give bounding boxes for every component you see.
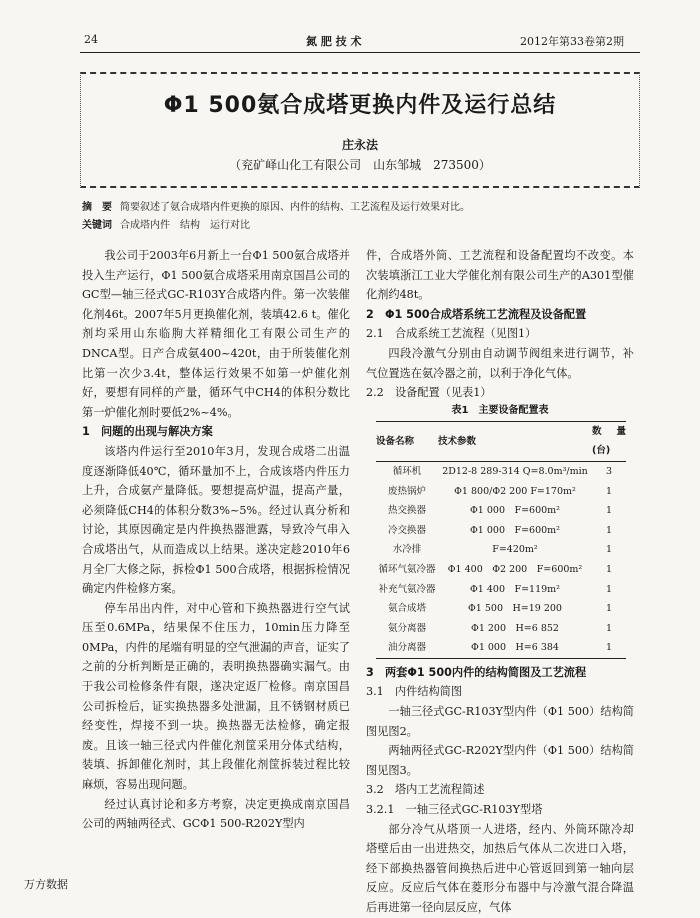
table-header-params: 技术参数	[438, 421, 592, 461]
equipment-params-cell: 2D12-8 289-314 Q=8.0m³/min	[442, 465, 588, 477]
subsection-heading: 2.1 合成系统工艺流程（见图1）	[366, 327, 537, 341]
table-row	[376, 482, 626, 502]
equipment-count-cell: 1	[605, 485, 613, 497]
table-row	[376, 619, 626, 639]
paragraph: 我公司于2003年6月新上一台Φ1 500氨合成塔并投入生产运行，Φ1 500氨合成塔采用南京国昌公司的GC型—轴三径式GC-R103Y合成塔内件。第一次装催化剂46t。2007年5月更换催化剂，装填42.6 t。催化剂均采用山东临朐大祥精细化工有限公司生产的DNCA型。日产合成氨400~420t，由于所装催化剂比第一次少3.4t，整体运行效果不如第一炉催化剂好，要想有同样的产量，循环气中CH4的体积分数比第一炉催化剂时要低2%~4%。	[82, 249, 350, 419]
equipment-name-cell: 补充气氨冷器	[378, 583, 436, 595]
table-header-name: 设备名称	[376, 421, 438, 461]
issue-info: 2012年第33卷第2期	[520, 35, 624, 48]
footer-source: 万方数据	[24, 878, 68, 891]
section-heading: 1 问题的出现与解决方案	[82, 425, 213, 439]
equipment-count-cell: 1	[592, 638, 626, 658]
equipment-count-cell: 3	[605, 465, 613, 477]
paragraph: 停车吊出内件，对中心管和下换热器进行空气试压至0.6MPa，结果保不住压力，10min压力降至0MPa，内件的尾端有明显的空气泄漏的声音，证实了之前的分析判断是正确的，表明换热器确实漏气。由于我公司检修条件有限，遂决定返厂检修。南京国昌公司拆检后，证实换热器多处泄漏，且不锈钢材质已经变性，焊接不到一块。换热器无法检修，确定报废。且该一轴三径式内件催化剂筐采用分体式结构，装填、拆卸催化剂时，其上段催化剂筐拆装过程比较麻烦，容易出现问题。	[82, 601, 350, 792]
table-row	[376, 540, 626, 560]
table-caption: 表1 主要设备配置表	[451, 404, 549, 416]
page-number: 24	[84, 33, 98, 46]
subsection-heading: 3.1 内件结构简图	[366, 685, 463, 699]
equipment-params-cell: Φ1 000 F=600m²	[470, 505, 560, 517]
author: 庄永法	[341, 138, 378, 152]
paragraph: 件，合成塔外筒、工艺流程和设备配置均不改变。本次装填浙江工业大学催化剂有限公司生产的A301型催化剂约48t。	[366, 249, 634, 302]
equipment-params-cell: Φ1 200 H=6 852	[471, 622, 559, 634]
paragraph: 部分冷气从塔顶一人进塔，经内、外筒环隙冷却塔壁后由一出进热交，加热后气体从二次进口入塔，经下部换热器管间换热后进中心管返回到第一轴向层反应。反应后气体在菱形分布器中与冷激气混合降温后再进第一径向层反应，气体	[366, 822, 634, 914]
keywords	[82, 216, 642, 231]
section-heading: 3 两套Φ1 500内件的结构简图及工艺流程	[366, 665, 587, 679]
equipment-name-cell: 冷交换器	[387, 524, 426, 536]
equipment-count-cell: 1	[605, 524, 613, 536]
paper-title: Φ1 500氨合成塔更换内件及运行总结	[163, 93, 557, 118]
paragraph: 一轴三径式GC-R103Y型内件（Φ1 500）结构简图见图2。	[366, 705, 634, 738]
equipment-params-cell: Φ1 800/Φ2 200 F=170m²	[454, 485, 576, 497]
table-row	[376, 580, 626, 600]
table-row	[376, 638, 626, 658]
equipment-name-cell: 氨分离器	[387, 622, 426, 634]
table-header-count: 数量(台)	[592, 421, 626, 461]
equipment-name-cell: 水冷排	[392, 544, 422, 556]
table-row	[376, 501, 626, 521]
keywords-label: 关键词	[82, 220, 112, 231]
equipment-params-cell: Φ1 000 H=6 384	[438, 638, 592, 658]
paragraph: 该塔内件运行至2010年3月，发现合成塔二出温度逐渐降低40℃，循环量加不上，合成该塔内件压力上升，合成氨产量降低。要想提高炉温，提高产量，必须降低CH4的体积分数3%~5%。经过认真分析和讨论，其原因确定是内件换热器泄露，导致冷气串入合成塔出气，从而造成以上结果。遂决定趁2010年6月全厂大修之际，拆检Φ1 500合成塔，根据拆检情况确定内件检修方案。	[82, 444, 350, 596]
equipment-name-cell: 热交换器	[387, 505, 426, 517]
left-column	[82, 246, 350, 834]
equipment-count-cell: 1	[605, 583, 613, 595]
equipment-count-cell: 1	[605, 622, 613, 634]
paragraph: 四段冷激气分别由自动调节阀组来进行调节，补气位置选在氨冷器之前，以利于净化气体。	[366, 346, 634, 380]
equipment-params-cell: Φ1 500 H=19 200	[468, 603, 562, 615]
equipment-table	[376, 421, 626, 659]
equipment-name-cell: 油分离器	[376, 638, 438, 658]
equipment-count-cell: 1	[605, 603, 613, 615]
equipment-params-cell: Φ1 000 F=600m²	[470, 524, 560, 536]
equipment-params-cell: F=420m²	[492, 544, 538, 556]
table-row	[376, 599, 626, 619]
equipment-name-cell: 循环机	[392, 465, 422, 477]
table-row	[376, 521, 626, 541]
equipment-params-cell: Φ1 400 Φ2 200 F=600m²	[447, 563, 583, 575]
table-row	[376, 560, 626, 580]
keywords-text: 合成塔内件 结构 运行对比	[120, 220, 250, 231]
section-heading: 2 Φ1 500合成塔系统工艺流程及设备配置	[366, 307, 587, 321]
equipment-params-cell: Φ1 400 F=119m²	[470, 583, 560, 595]
paragraph: 两轴两径式GC-R202Y型内件（Φ1 500）结构简图见图3。	[366, 744, 634, 777]
journal-name: 氮 肥 技 术	[306, 35, 362, 48]
equipment-name-cell: 废热锅炉	[387, 485, 426, 497]
right-column	[366, 246, 634, 918]
subsection-heading: 3.2.1 一轴三径式GC-R103Y型塔	[366, 803, 543, 817]
equipment-count-cell: 1	[605, 563, 613, 575]
abstract	[82, 198, 642, 213]
equipment-count-cell: 1	[605, 544, 613, 556]
abstract-label: 摘 要	[82, 202, 112, 213]
header-rule	[80, 52, 640, 53]
equipment-name-cell: 循环气氨冷器	[378, 563, 436, 575]
table-row	[376, 461, 626, 481]
equipment-name-cell: 氨合成塔	[387, 603, 426, 615]
subsection-heading: 2.2 设备配置（见表1）	[366, 386, 492, 400]
paragraph: 经过认真讨论和多方考察，决定更换成南京国昌公司的两轴两径式、GCΦ1 500-R202Y型内	[82, 797, 350, 831]
abstract-text: 简要叙述了氨合成塔内件更换的原因、内件的结构、工艺流程及运行效果对比。	[120, 202, 470, 213]
affiliation: （兖矿峄山化工有限公司 山东邹城 273500）	[229, 158, 491, 172]
equipment-count-cell: 1	[605, 505, 613, 517]
subsection-heading: 3.2 塔内工艺流程简述	[366, 783, 485, 797]
